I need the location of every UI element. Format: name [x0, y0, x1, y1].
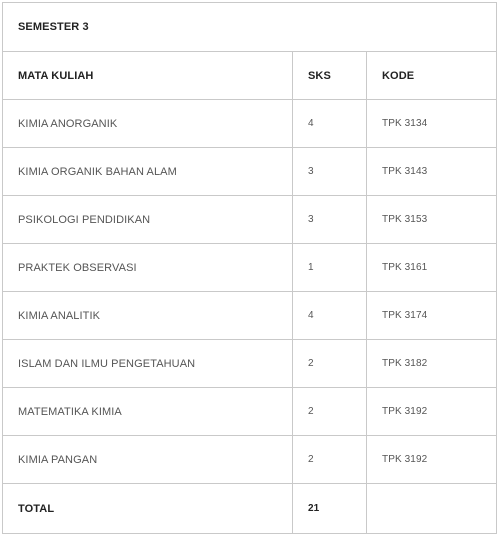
course-code: TPK 3182: [367, 340, 497, 388]
course-name: MATEMATIKA KIMIA: [3, 388, 293, 436]
total-row: [3, 484, 497, 534]
table-row: [3, 244, 497, 292]
header-code: KODE: [367, 52, 497, 100]
course-sks: 3: [293, 196, 367, 244]
course-name: KIMIA ORGANIK BAHAN ALAM: [3, 148, 293, 196]
table-row: [3, 292, 497, 340]
course-sks: 2: [293, 388, 367, 436]
total-label: TOTAL: [3, 484, 293, 534]
course-table: [2, 2, 497, 534]
total-code-empty: [367, 484, 497, 534]
semester-title: SEMESTER 3: [3, 3, 497, 52]
course-code: TPK 3174: [367, 292, 497, 340]
header-course: MATA KULIAH: [3, 52, 293, 100]
course-code: TPK 3161: [367, 244, 497, 292]
course-sks: 2: [293, 340, 367, 388]
course-sks: 4: [293, 100, 367, 148]
table-row: [3, 388, 497, 436]
course-code: TPK 3192: [367, 388, 497, 436]
course-name: KIMIA ANORGANIK: [3, 100, 293, 148]
semester-row: [3, 3, 497, 52]
table-row: [3, 148, 497, 196]
header-sks: SKS: [293, 52, 367, 100]
course-sks: 3: [293, 148, 367, 196]
table-row: [3, 436, 497, 484]
course-name: KIMIA PANGAN: [3, 436, 293, 484]
total-sks: 21: [293, 484, 367, 534]
course-code: TPK 3192: [367, 436, 497, 484]
course-name: PRAKTEK OBSERVASI: [3, 244, 293, 292]
course-sks: 2: [293, 436, 367, 484]
course-name: KIMIA ANALITIK: [3, 292, 293, 340]
course-code: TPK 3143: [367, 148, 497, 196]
table-header-row: [3, 52, 497, 100]
course-name: PSIKOLOGI PENDIDIKAN: [3, 196, 293, 244]
course-code: TPK 3153: [367, 196, 497, 244]
course-sks: 4: [293, 292, 367, 340]
table-row: [3, 340, 497, 388]
table-row: [3, 100, 497, 148]
course-code: TPK 3134: [367, 100, 497, 148]
course-sks: 1: [293, 244, 367, 292]
course-name: ISLAM DAN ILMU PENGETAHUAN: [3, 340, 293, 388]
table-row: [3, 196, 497, 244]
